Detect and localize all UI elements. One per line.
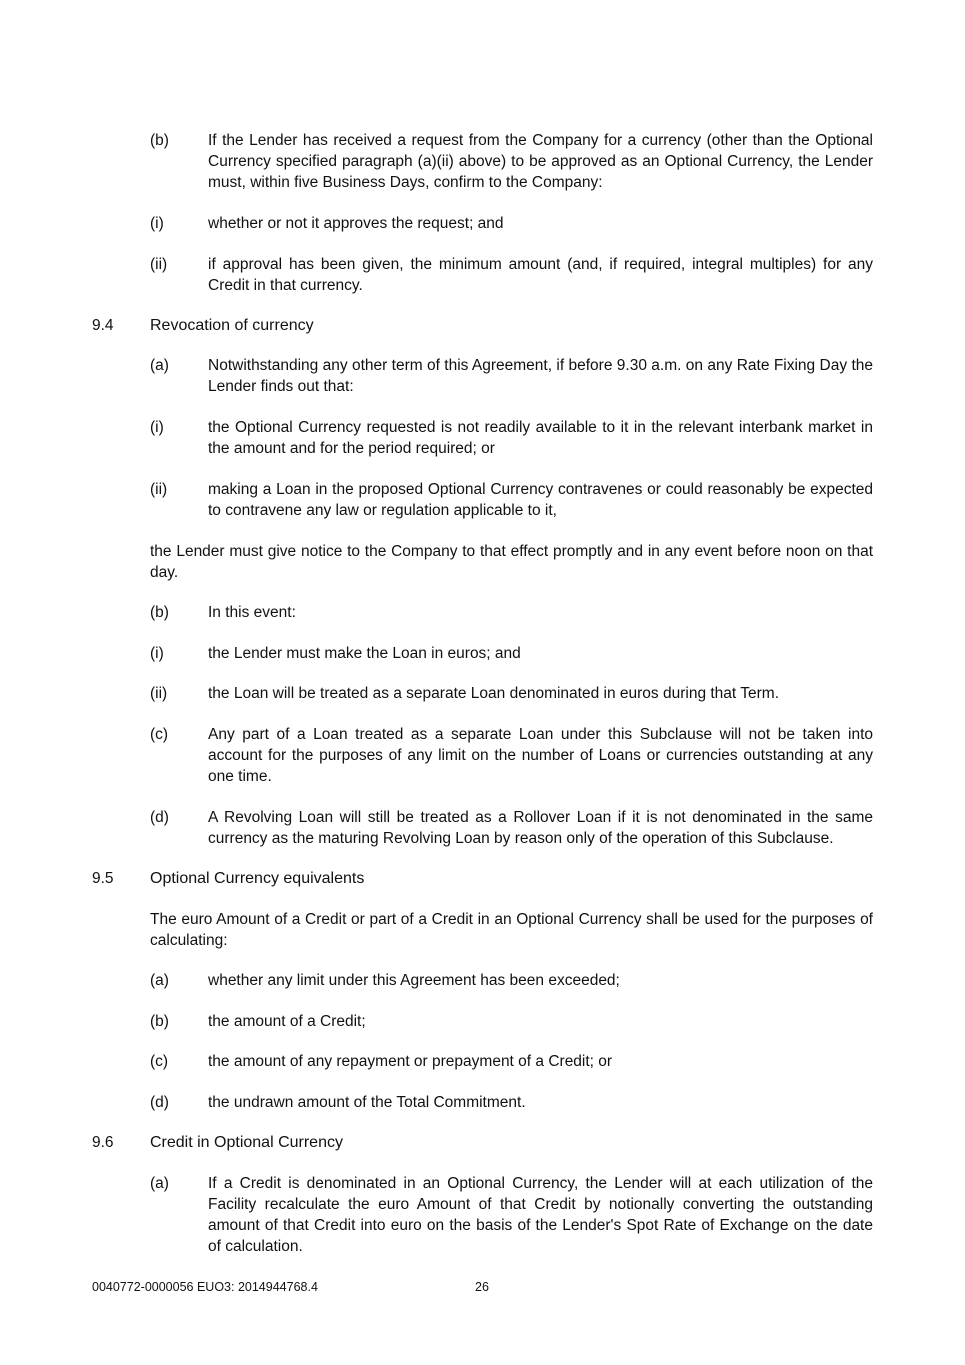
list-item (150, 417, 873, 459)
section-title: Optional Currency equivalents (150, 870, 365, 887)
item-text: whether any limit under this Agreement has been exceeded; (208, 972, 620, 989)
item-text: If the Lender has received a request from the Company for a currency (other than the Optional Currency specified paragraph (a)(ii) above) to be approved as an Optional Currency, the Lender must, within five Business Days, confirm to the Company: (208, 132, 873, 191)
section-heading-9-5 (92, 868, 364, 889)
item-label: (b) (150, 604, 169, 621)
item-label: (b) (150, 132, 169, 149)
item-text: A Revolving Loan will still be treated as a Rollover Loan if it is not denominated in the same currency as the maturing Revolving Loan by reason only of the operation of this Subclause. (208, 809, 873, 847)
list-item (150, 1051, 873, 1072)
list-item (150, 130, 873, 193)
item-text: If a Credit is denominated in an Optional Currency, the Lender will at each utilization of the Facility recalculate the euro Amount of that Credit by notionally converting the outstanding amount of that Credit into euro on the basis of the Lender's Spot Rate of Exchange on the date of calculation. (208, 1175, 873, 1255)
item-text: Notwithstanding any other term of this Agreement, if before 9.30 a.m. on any Rate Fixing Day the Lender finds out that: (208, 357, 873, 395)
list-item (150, 970, 873, 991)
item-label: (ii) (150, 256, 168, 273)
item-text: the Loan will be treated as a separate Loan denominated in euros during that Term. (208, 685, 780, 702)
section-number: 9.4 (92, 317, 114, 334)
item-label: (d) (150, 809, 169, 826)
item-label: (ii) (150, 685, 168, 702)
list-item (150, 1011, 873, 1032)
item-label: (a) (150, 972, 169, 989)
item-label: (c) (150, 1053, 169, 1070)
item-label: (i) (150, 419, 164, 436)
item-text: the undrawn amount of the Total Commitment. (208, 1094, 526, 1111)
section-title: Credit in Optional Currency (150, 1134, 343, 1151)
item-label: (a) (150, 1175, 169, 1192)
footer-page-number: 26 (475, 1280, 489, 1294)
item-text: In this event: (208, 604, 296, 621)
list-item (150, 1092, 873, 1113)
item-text: the amount of a Credit; (208, 1013, 366, 1030)
section-heading-9-4 (92, 315, 314, 336)
list-item (150, 683, 873, 704)
footer-doc-ref: 0040772-0000056 EUO3: 2014944768.4 (92, 1280, 318, 1294)
section-title: Revocation of currency (150, 317, 314, 334)
item-label: (ii) (150, 481, 168, 498)
item-text: the Lender must make the Loan in euros; and (208, 645, 521, 662)
list-item (150, 602, 873, 623)
item-label: (c) (150, 726, 169, 743)
list-item (150, 213, 873, 234)
section-heading-9-6 (92, 1132, 343, 1153)
item-label: (d) (150, 1094, 169, 1111)
list-item (150, 254, 873, 296)
list-item (150, 807, 873, 849)
item-label: (i) (150, 645, 164, 662)
item-label: (i) (150, 215, 164, 232)
list-item (150, 355, 873, 397)
section-number: 9.5 (92, 870, 114, 887)
item-text: making a Loan in the proposed Optional Currency contravenes or could reasonably be expected to contravene any law or regulation applicable to it, (208, 481, 873, 519)
paragraph: The euro Amount of a Credit or part of a Credit in an Optional Currency shall be used for the purposes of calculating: (150, 911, 873, 949)
item-label: (b) (150, 1013, 169, 1030)
item-text: the Optional Currency requested is not readily available to it in the relevant interbank market in the amount and for the period required; or (208, 419, 873, 457)
item-label: (a) (150, 357, 169, 374)
list-item (150, 479, 873, 521)
section-number: 9.6 (92, 1134, 114, 1151)
item-text: the amount of any repayment or prepayment of a Credit; or (208, 1053, 613, 1070)
item-text: Any part of a Loan treated as a separate Loan under this Subclause will not be taken into account for the purposes of any limit on the number of Loans or currencies outstanding at any one time. (208, 726, 873, 785)
list-item (150, 724, 873, 787)
list-item (150, 1173, 873, 1257)
item-text: whether or not it approves the request; and (208, 215, 504, 232)
item-text: if approval has been given, the minimum amount (and, if required, integral multiples) for any Credit in that currency. (208, 256, 873, 294)
list-item (150, 643, 873, 664)
paragraph: the Lender must give notice to the Company to that effect promptly and in any event before noon on that day. (150, 543, 873, 581)
